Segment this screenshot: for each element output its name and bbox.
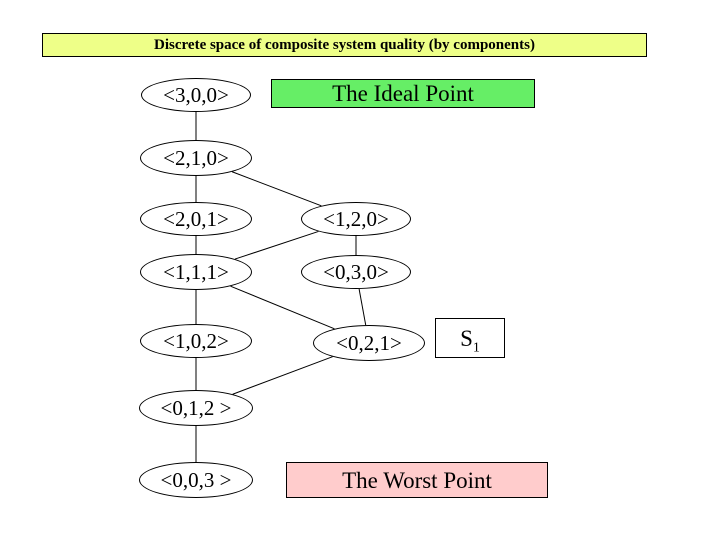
node-201: <2,0,1> (140, 202, 252, 236)
node-030: <0,3,0> (301, 255, 411, 289)
node-210: <2,1,0> (140, 140, 252, 176)
edge-n111-n021 (231, 286, 335, 329)
s1-letter: S (460, 326, 473, 351)
ideal-point-box: The Ideal Point (271, 79, 535, 108)
node-021: <0,2,1> (313, 325, 425, 361)
edge-n021-n012 (233, 357, 333, 395)
node-300: <3,0,0> (141, 78, 251, 112)
edge-n210-n120 (232, 172, 321, 206)
edge-n030-n021 (359, 289, 366, 325)
node-012: <0,1,2 > (139, 390, 253, 426)
s1-subscript: 1 (472, 340, 480, 356)
diagram-title: Discrete space of composite system quality (by components) (42, 33, 647, 57)
node-120: <1,2,0> (301, 202, 411, 236)
node-111: <1,1,1> (140, 254, 252, 290)
s1-box (435, 318, 505, 358)
edge-n120-n111 (235, 231, 318, 259)
node-102: <1,0,2> (140, 324, 252, 358)
worst-point-box: The Worst Point (286, 462, 548, 498)
node-003: <0,0,3 > (139, 462, 253, 498)
